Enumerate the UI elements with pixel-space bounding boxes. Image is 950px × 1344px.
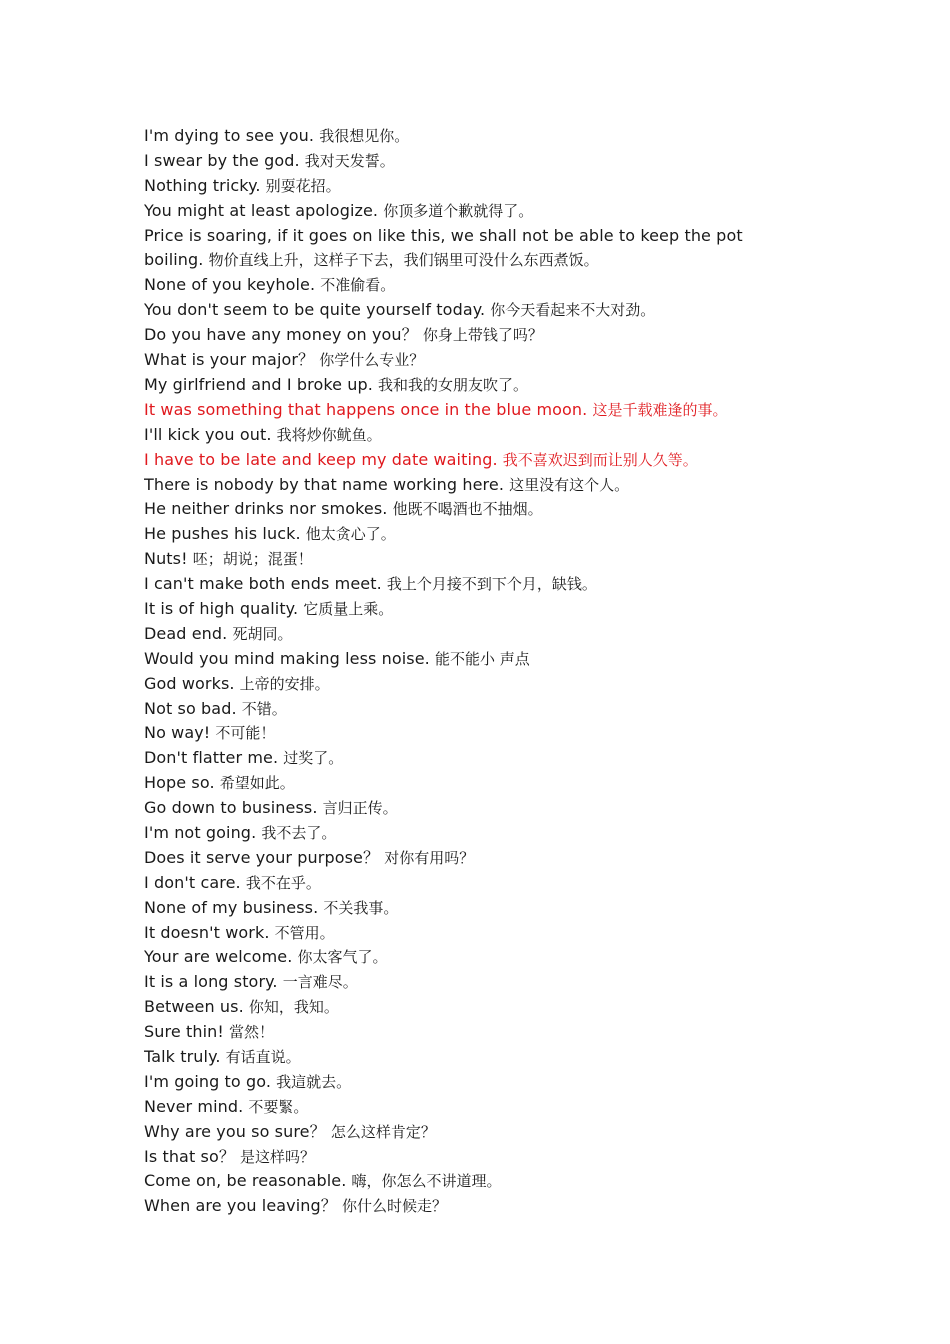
phrase-english: Talk truly. (144, 1046, 221, 1066)
phrase-line (144, 1120, 784, 1145)
phrase-line (144, 473, 784, 498)
phrase-line (144, 622, 784, 647)
phrase-chinese: 能不能小 声点 (434, 649, 530, 668)
phrase-english: Price is soaring, if it goes on like this, we shall not be able to keep the pot boiling. (144, 225, 743, 270)
phrase-english: I'm not going. (144, 822, 257, 842)
phrase-english: You might at least apologize. (144, 200, 379, 220)
phrase-line (144, 298, 784, 323)
phrase-chinese: 我這就去。 (276, 1072, 352, 1091)
phrase-line (144, 1095, 784, 1120)
phrase-chinese: 我将炒你鱿鱼。 (276, 425, 382, 444)
phrase-chinese: 上帝的安排。 (239, 674, 330, 693)
phrase-english: Don't flatter me. (144, 748, 279, 768)
phrase-english: Would you mind making less noise. (144, 648, 430, 668)
phrase-chinese: 言归正传。 (322, 799, 398, 818)
phrase-chinese: 你学什么专业？ (319, 351, 425, 370)
phrase-english: Nuts! (144, 549, 188, 569)
phrase-english: None of you keyhole. (144, 275, 316, 295)
phrase-line (144, 697, 784, 722)
phrase-english: Do you have any money on you？ (144, 325, 418, 345)
phrase-english: Your are welcome. (144, 947, 293, 967)
phrase-chinese: 是这样吗？ (240, 1147, 316, 1166)
phrase-chinese: 呸；胡说；混蛋！ (192, 550, 313, 569)
phrase-line (144, 970, 784, 995)
phrase-english: Why are you so sure？ (144, 1121, 326, 1141)
phrase-list (144, 124, 784, 1219)
phrase-english: I have to be late and keep my date waiting. (144, 449, 498, 469)
phrase-chinese: 怎么这样肯定？ (330, 1122, 436, 1141)
phrase-chinese: 我很想见你。 (319, 127, 410, 145)
phrase-chinese: 你太客气了。 (297, 948, 388, 967)
phrase-chinese: 它质量上乘。 (303, 599, 394, 618)
phrase-english: What is your major？ (144, 350, 315, 370)
phrase-line (144, 945, 784, 970)
phrase-chinese: 这是千载难逢的事。 (592, 400, 728, 419)
phrase-english: It doesn't work. (144, 922, 270, 942)
phrase-line (144, 871, 784, 896)
phrase-chinese: 當然！ (228, 1023, 274, 1042)
phrase-line (144, 995, 784, 1020)
phrase-chinese: 这里没有这个人。 (509, 475, 630, 494)
phrase-english: Between us. (144, 997, 244, 1017)
phrase-line (144, 647, 784, 672)
phrase-english: I swear by the god. (144, 150, 300, 170)
phrase-chinese: 不可能！ (215, 724, 276, 743)
phrase-line (144, 522, 784, 547)
phrase-chinese: 你顶多道个歉就得了。 (383, 201, 534, 220)
phrase-english: When are you leaving？ (144, 1196, 337, 1216)
phrase-line (144, 1045, 784, 1070)
phrase-chinese: 我不去了。 (261, 823, 337, 842)
phrase-line (144, 1169, 784, 1194)
phrase-chinese: 死胡同。 (232, 624, 293, 643)
phrase-chinese: 物价直线上升，这样子下去，我们锅里可没什么东西煮饭。 (208, 251, 599, 270)
phrase-english: He neither drinks nor smokes. (144, 499, 388, 519)
phrase-line (144, 348, 784, 373)
phrase-chinese: 不要緊。 (248, 1097, 309, 1116)
phrase-line (144, 796, 784, 821)
phrase-english: It was something that happens once in the blue moon. (144, 399, 588, 419)
phrase-line (144, 398, 784, 423)
phrase-english: I'm dying to see you. (144, 126, 315, 145)
phrase-line (144, 771, 784, 796)
phrase-line (144, 174, 784, 199)
phrase-chinese: 我不在乎。 (245, 873, 321, 892)
phrase-english: Nothing tricky. (144, 175, 261, 195)
phrase-english: Hope so. (144, 773, 215, 793)
phrase-chinese: 不准偷看。 (320, 276, 396, 295)
phrase-chinese: 嗨，你怎么不讲道理。 (351, 1172, 502, 1191)
phrase-chinese: 他太贪心了。 (305, 525, 396, 544)
phrase-line (144, 572, 784, 597)
phrase-line (144, 896, 784, 921)
phrase-chinese: 你什么时候走？ (341, 1197, 447, 1216)
phrase-chinese: 对你有用吗？ (384, 848, 475, 867)
phrase-chinese: 过奖了。 (283, 749, 344, 768)
phrase-line (144, 1020, 784, 1045)
phrase-chinese: 不管用。 (274, 923, 335, 942)
phrase-english: He pushes his luck. (144, 524, 301, 544)
phrase-line (144, 672, 784, 697)
phrase-line (144, 497, 784, 522)
phrase-chinese: 不关我事。 (323, 898, 399, 917)
phrase-line (144, 273, 784, 298)
phrase-line (144, 149, 784, 174)
phrase-chinese: 他既不喝酒也不抽烟。 (392, 500, 543, 519)
phrase-english: Is that so？ (144, 1146, 235, 1166)
phrase-english: My girlfriend and I broke up. (144, 374, 373, 394)
phrase-chinese: 你知，我知。 (248, 998, 339, 1017)
phrase-english: I can't make both ends meet. (144, 574, 382, 594)
phrase-line (144, 821, 784, 846)
phrase-english: Dead end. (144, 623, 228, 643)
phrase-chinese: 你今天看起来不大对劲。 (490, 301, 656, 320)
phrase-english: It is of high quality. (144, 598, 299, 618)
phrase-line (144, 1070, 784, 1095)
phrase-line (144, 224, 784, 274)
phrase-line (144, 373, 784, 398)
phrase-chinese: 我不喜欢迟到而让别人久等。 (502, 450, 698, 469)
phrase-english: God works. (144, 673, 235, 693)
phrase-line (144, 323, 784, 348)
phrase-chinese: 你身上带钱了吗？ (422, 326, 543, 345)
phrase-english: I don't care. (144, 872, 241, 892)
phrase-chinese: 不错。 (241, 699, 287, 718)
phrase-english: Never mind. (144, 1096, 244, 1116)
phrase-line (144, 846, 784, 871)
phrase-chinese: 希望如此。 (219, 774, 295, 793)
phrase-english: Sure thin! (144, 1022, 224, 1042)
phrase-english: It is a long story. (144, 972, 278, 992)
phrase-chinese: 别耍花招。 (265, 176, 341, 195)
phrase-english: I'm going to go. (144, 1071, 272, 1091)
phrase-line (144, 597, 784, 622)
phrase-english: There is nobody by that name working here. (144, 474, 505, 494)
phrase-english: Does it serve your purpose？ (144, 847, 380, 867)
phrase-chinese: 我上个月接不到下个月，缺钱。 (386, 575, 597, 594)
phrase-english: Come on, be reasonable. (144, 1171, 347, 1191)
phrase-chinese: 有话直说。 (225, 1047, 301, 1066)
phrase-english: No way! (144, 723, 211, 743)
phrase-line (144, 199, 784, 224)
phrase-line (144, 547, 784, 572)
phrase-line (144, 1194, 784, 1219)
phrase-line (144, 448, 784, 473)
phrase-chinese: 我对天发誓。 (304, 151, 395, 170)
phrase-line (144, 746, 784, 771)
phrase-english: Not so bad. (144, 698, 237, 718)
phrase-english: Go down to business. (144, 798, 318, 818)
phrase-chinese: 一言难尽。 (282, 973, 358, 992)
phrase-chinese: 我和我的女朋友吹了。 (378, 375, 529, 394)
phrase-line (144, 921, 784, 946)
phrase-english: I'll kick you out. (144, 424, 272, 444)
phrase-line (144, 721, 784, 746)
phrase-line (144, 124, 784, 149)
phrase-line (144, 1145, 784, 1170)
phrase-line (144, 423, 784, 448)
phrase-english: You don't seem to be quite yourself today. (144, 300, 486, 320)
phrase-english: None of my business. (144, 897, 319, 917)
